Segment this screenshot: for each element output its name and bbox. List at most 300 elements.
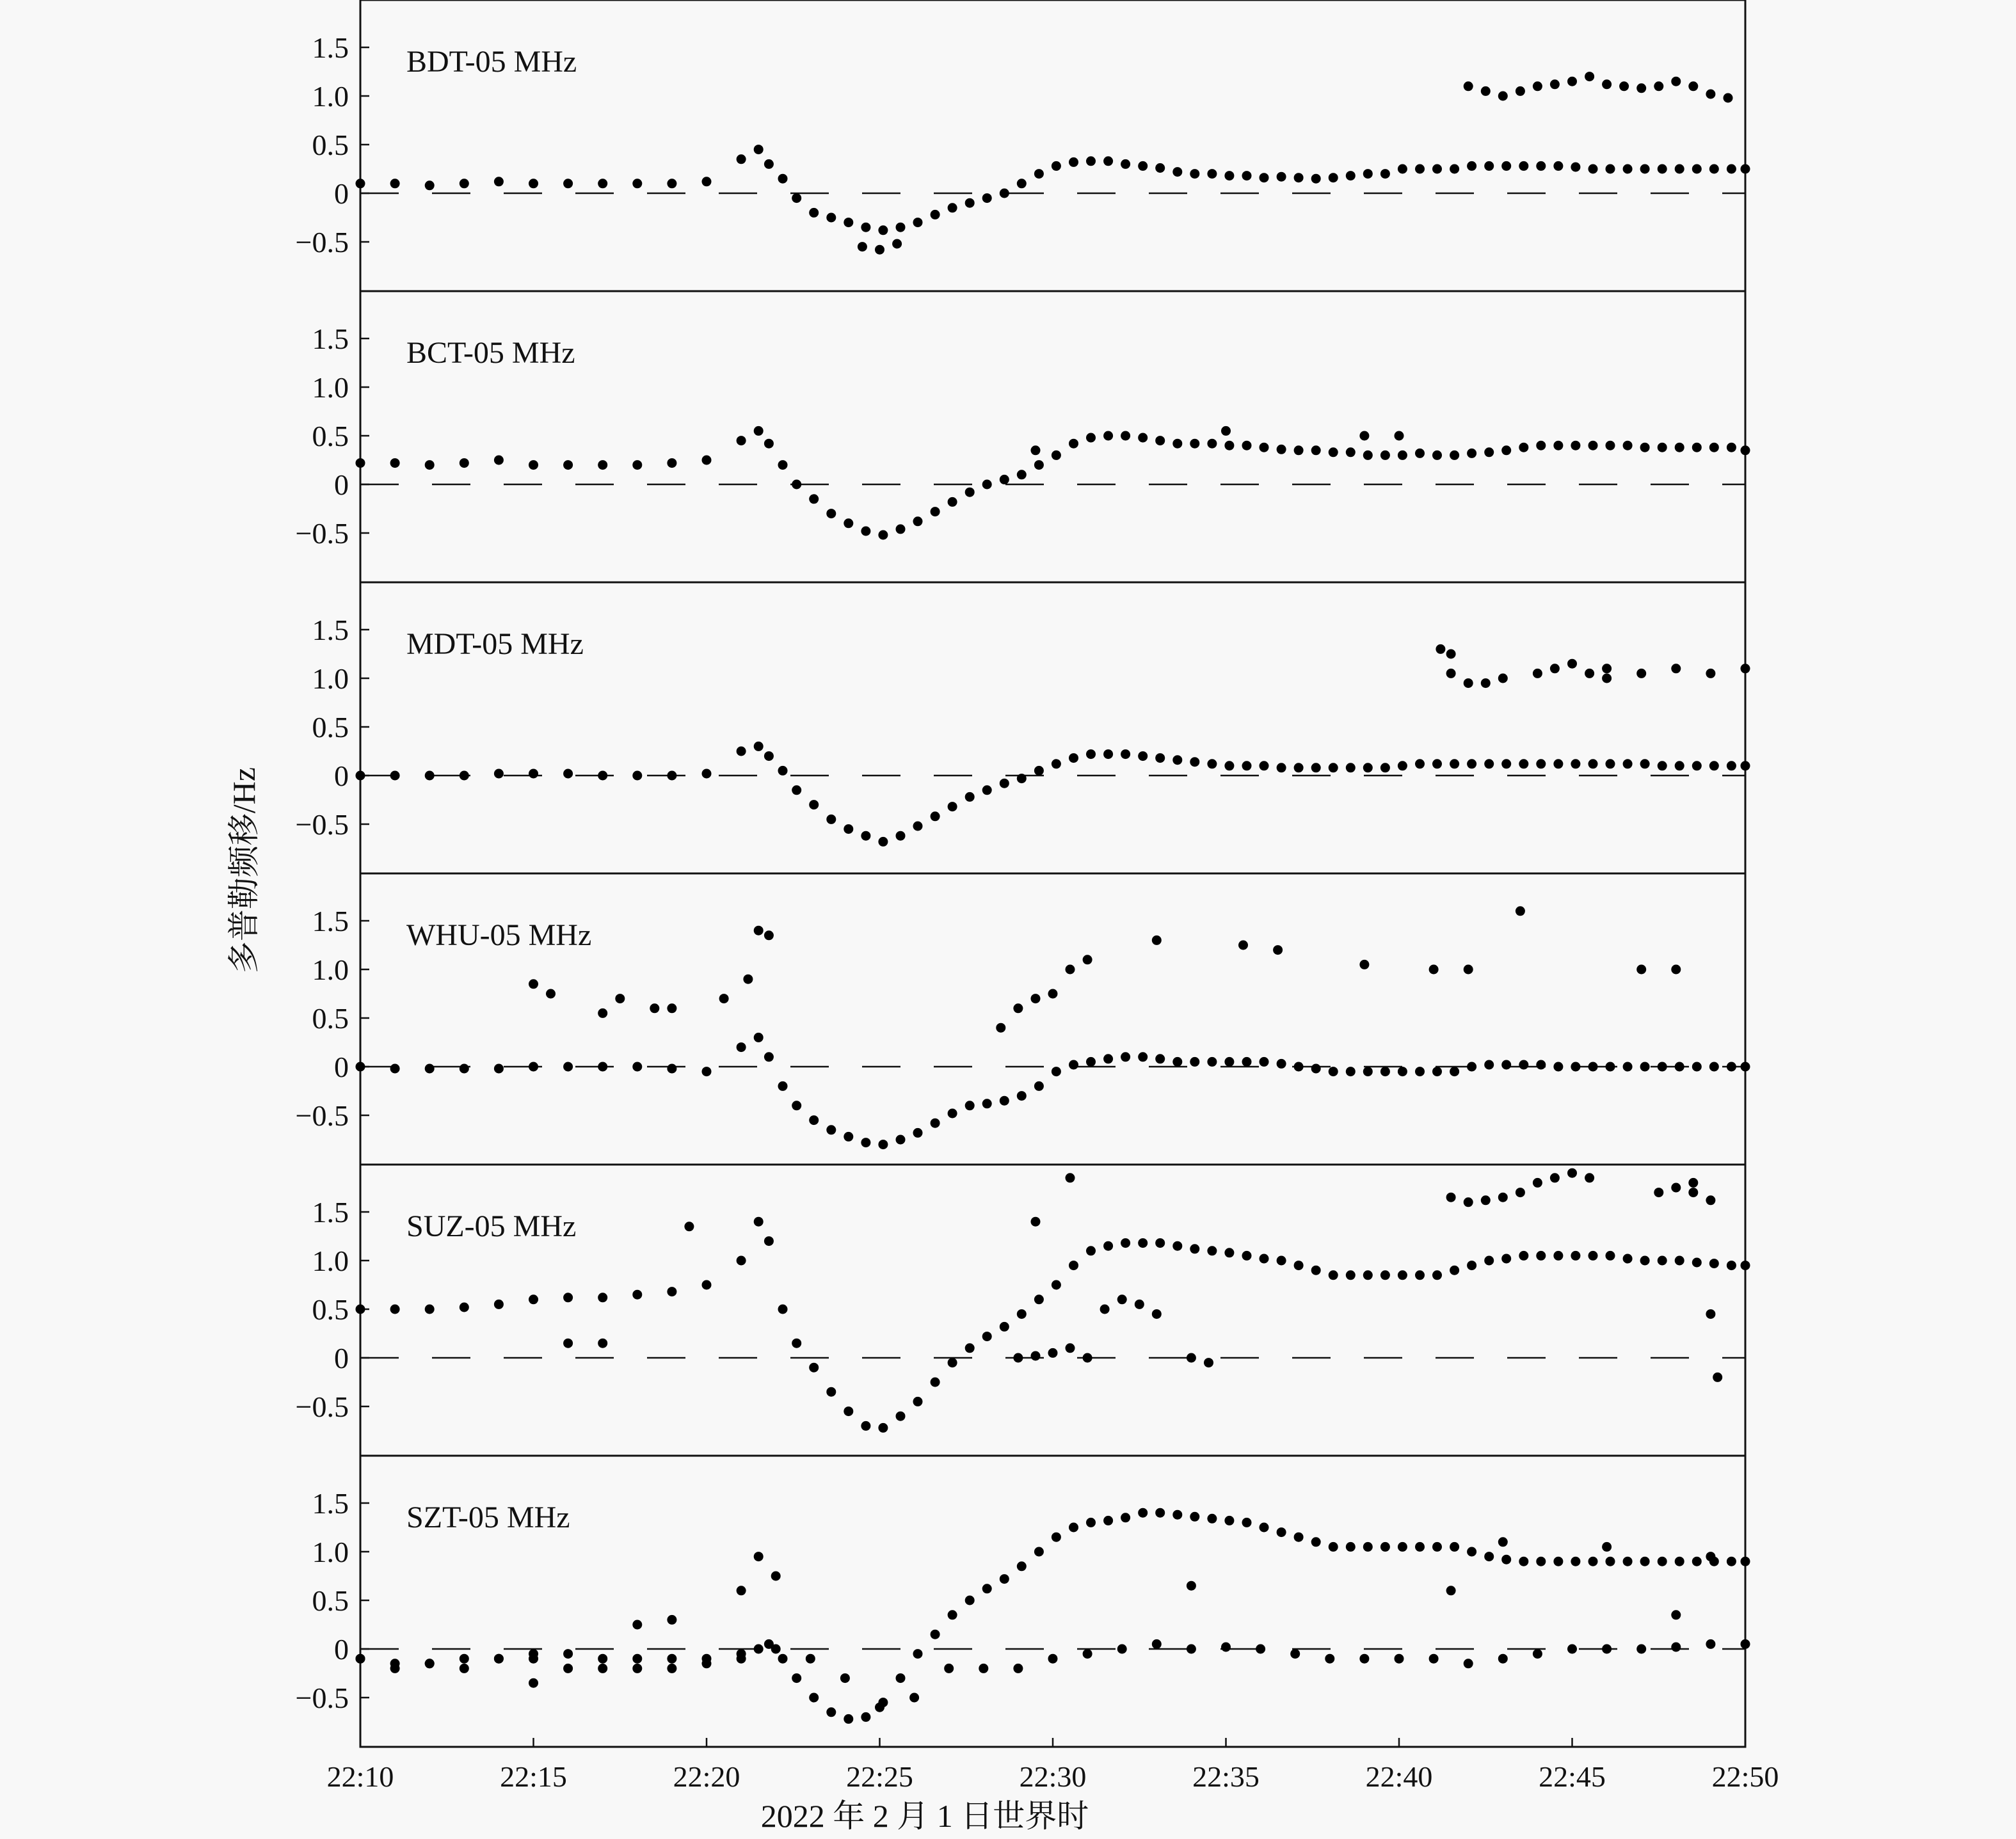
data-point: [1675, 1062, 1684, 1072]
data-point: [1155, 753, 1165, 763]
data-point: [702, 177, 712, 186]
data-point: [1207, 1246, 1217, 1255]
data-point: [1398, 164, 1407, 174]
data-point: [1709, 1259, 1719, 1268]
data-point: [563, 1649, 573, 1659]
data-point: [563, 1664, 573, 1673]
data-point: [667, 1003, 676, 1013]
data-point: [809, 208, 819, 218]
y-tick-label: −0.5: [295, 1390, 349, 1423]
data-point: [1432, 164, 1442, 174]
data-point: [1567, 659, 1577, 669]
data-point: [1363, 1270, 1373, 1280]
data-point: [1671, 1183, 1681, 1193]
data-point: [1017, 1309, 1027, 1319]
data-point: [1432, 450, 1442, 460]
data-point: [1675, 164, 1684, 174]
data-point: [1606, 759, 1615, 768]
data-point: [1709, 1062, 1719, 1072]
data-point: [875, 1703, 884, 1712]
data-point: [1654, 1188, 1663, 1197]
data-point: [1117, 1644, 1127, 1654]
data-point: [1277, 1256, 1286, 1266]
data-point: [632, 179, 642, 188]
data-point: [563, 769, 573, 779]
data-point: [1398, 450, 1407, 460]
data-point: [494, 1654, 504, 1664]
data-point: [844, 1714, 853, 1724]
data-point: [878, 225, 888, 235]
data-point: [1013, 1353, 1023, 1363]
data-point: [1103, 1241, 1113, 1251]
data-point: [737, 154, 746, 164]
data-point: [563, 1293, 573, 1302]
data-point: [598, 1339, 607, 1348]
data-point: [1380, 763, 1390, 772]
data-point: [809, 1693, 819, 1703]
data-point: [1706, 1639, 1715, 1649]
data-point: [1359, 960, 1369, 969]
data-point: [1623, 1062, 1633, 1072]
data-point: [598, 771, 607, 781]
y-tick-label: −0.5: [295, 517, 349, 550]
data-point: [1086, 1518, 1096, 1527]
data-point: [1464, 1659, 1473, 1668]
x-axis-title: 2022 年 2 月 1 日世界时: [760, 1798, 1089, 1834]
data-point: [764, 751, 774, 761]
data-point: [1034, 1294, 1044, 1304]
data-point: [460, 1664, 469, 1673]
data-point: [1675, 443, 1684, 452]
panel-frame: [360, 1165, 1745, 1456]
data-point: [1277, 445, 1286, 454]
data-point: [1640, 443, 1650, 452]
data-point: [1481, 86, 1491, 96]
panel-1: [296, 0, 1750, 291]
data-point: [702, 1067, 712, 1076]
y-tick-label: 1.0: [312, 80, 349, 113]
data-point: [809, 800, 819, 809]
data-point: [1553, 1557, 1563, 1566]
data-point: [1481, 678, 1491, 688]
data-point: [1069, 1523, 1078, 1532]
data-point: [737, 436, 746, 445]
data-point: [632, 460, 642, 470]
data-point: [1121, 159, 1130, 169]
data-point: [1432, 1067, 1442, 1076]
series-points: [356, 426, 1750, 540]
data-point: [1446, 1193, 1456, 1202]
data-point: [1741, 1639, 1750, 1649]
data-point: [913, 1649, 923, 1659]
data-point: [861, 1421, 870, 1431]
data-point: [1363, 169, 1373, 179]
data-point: [1224, 1248, 1234, 1257]
data-point: [356, 1654, 365, 1664]
data-point: [1190, 757, 1199, 767]
data-point: [667, 771, 676, 781]
data-point: [840, 1673, 850, 1683]
data-point: [1325, 1654, 1334, 1664]
data-point: [861, 831, 870, 841]
data-point: [1501, 1254, 1511, 1264]
data-point: [861, 527, 870, 536]
data-point: [1204, 1358, 1213, 1367]
data-point: [1706, 1552, 1715, 1561]
data-point: [1727, 164, 1736, 174]
data-point: [1415, 164, 1425, 174]
data-point: [896, 524, 906, 534]
data-point: [1415, 1270, 1425, 1280]
data-point: [1533, 669, 1542, 678]
data-point: [965, 1596, 975, 1605]
data-point: [1260, 1254, 1269, 1264]
data-point: [1277, 1527, 1286, 1537]
data-point: [356, 458, 365, 468]
data-point: [931, 507, 940, 516]
data-point: [1692, 1258, 1702, 1268]
data-point: [1052, 1532, 1061, 1542]
data-point: [948, 203, 957, 212]
data-point: [861, 1138, 870, 1147]
data-point: [1380, 450, 1390, 460]
data-point: [1242, 761, 1252, 770]
data-point: [1311, 763, 1321, 772]
data-point: [356, 771, 365, 781]
data-point: [754, 1217, 764, 1227]
data-point: [1571, 1557, 1580, 1566]
data-point: [1207, 759, 1217, 768]
data-point: [1606, 1251, 1615, 1261]
data-point: [1706, 669, 1715, 678]
data-point: [1395, 431, 1404, 441]
data-point: [460, 179, 469, 188]
data-point: [425, 1064, 435, 1074]
data-point: [1464, 678, 1473, 688]
data-point: [931, 811, 940, 821]
data-point: [844, 218, 853, 227]
y-tick-label: 0: [334, 760, 349, 792]
data-point: [1000, 1574, 1009, 1584]
data-point: [1260, 443, 1269, 452]
data-point: [1606, 1062, 1615, 1072]
data-point: [1464, 1197, 1473, 1207]
data-point: [1363, 763, 1373, 772]
data-point: [632, 1062, 642, 1072]
data-point: [667, 1664, 676, 1673]
y-tick-label: 1.0: [312, 1536, 349, 1568]
data-point: [1585, 669, 1594, 678]
data-point: [1138, 161, 1148, 171]
data-point: [1346, 447, 1356, 457]
data-point: [1000, 779, 1009, 788]
data-point: [1727, 443, 1736, 452]
data-point: [1550, 664, 1560, 673]
data-point: [1588, 1251, 1598, 1261]
data-point: [1588, 441, 1598, 450]
data-point: [1727, 1261, 1736, 1270]
data-point: [909, 1693, 919, 1703]
data-point: [1103, 1054, 1113, 1063]
data-point: [1066, 965, 1075, 975]
data-point: [1207, 1057, 1217, 1067]
data-point: [1553, 1062, 1563, 1072]
data-point: [965, 792, 975, 802]
data-point: [1242, 1057, 1252, 1067]
data-point: [632, 1654, 642, 1664]
data-point: [356, 179, 365, 188]
y-tick-label: 0.5: [312, 711, 349, 744]
data-point: [1692, 1557, 1702, 1566]
data-point: [1242, 171, 1252, 180]
data-point: [1086, 1246, 1096, 1255]
data-point: [858, 242, 867, 251]
x-tick-label: 22:30: [1019, 1760, 1087, 1793]
data-point: [1484, 1256, 1494, 1266]
data-point: [1501, 445, 1511, 455]
data-point: [1260, 1523, 1269, 1532]
data-point: [1436, 644, 1445, 654]
data-point: [1294, 445, 1304, 455]
data-point: [1498, 1193, 1508, 1202]
data-point: [1658, 761, 1667, 770]
data-point: [356, 1305, 365, 1314]
data-point: [1155, 1238, 1165, 1248]
data-point: [1363, 1067, 1373, 1076]
data-point: [1450, 164, 1459, 174]
data-point: [702, 456, 712, 465]
data-point: [1606, 164, 1615, 174]
data-point: [806, 1654, 815, 1664]
data-point: [878, 1140, 888, 1149]
data-point: [1329, 763, 1338, 772]
data-point: [996, 1023, 1005, 1033]
data-point: [754, 426, 764, 436]
data-point: [1550, 79, 1560, 89]
data-point: [1636, 83, 1646, 93]
data-point: [965, 1101, 975, 1110]
data-point: [1713, 1373, 1722, 1382]
data-point: [1415, 759, 1425, 768]
data-point: [1636, 1644, 1646, 1654]
data-point: [792, 193, 801, 203]
data-point: [1467, 759, 1476, 768]
data-point: [1553, 161, 1563, 171]
data-point: [1623, 441, 1633, 450]
data-point: [1640, 1256, 1650, 1266]
panel-frame: [360, 1456, 1745, 1747]
data-point: [1432, 759, 1442, 768]
data-point: [1155, 163, 1165, 173]
data-point: [1380, 1270, 1390, 1280]
data-point: [1017, 179, 1027, 188]
data-point: [1017, 774, 1027, 783]
data-point: [460, 1303, 469, 1312]
data-point: [1069, 1261, 1078, 1270]
data-point: [1450, 1542, 1459, 1552]
data-point: [1501, 161, 1511, 171]
x-tick-label: 22:10: [326, 1760, 394, 1793]
data-point: [1138, 751, 1148, 761]
data-point: [1484, 1060, 1494, 1070]
data-point: [1467, 1547, 1476, 1557]
data-point: [948, 1358, 957, 1367]
data-point: [1623, 1557, 1633, 1566]
data-point: [1052, 759, 1061, 768]
data-point: [1190, 439, 1199, 449]
data-point: [778, 766, 788, 776]
data-point: [1706, 1195, 1715, 1205]
data-point: [1048, 1654, 1058, 1664]
data-point: [1533, 1649, 1542, 1659]
data-point: [390, 458, 400, 468]
data-point: [1260, 1057, 1269, 1067]
data-point: [778, 1081, 788, 1091]
data-point: [1221, 426, 1231, 436]
data-point: [1619, 81, 1629, 91]
data-point: [948, 1610, 957, 1620]
y-tick-label: 1.0: [312, 662, 349, 695]
data-point: [965, 1343, 975, 1353]
data-point: [1017, 1091, 1027, 1101]
data-point: [1190, 1512, 1199, 1522]
y-tick-label: 0.5: [312, 129, 349, 161]
data-point: [1671, 664, 1681, 673]
data-point: [1000, 1096, 1009, 1106]
data-point: [1242, 1251, 1252, 1261]
data-point: [684, 1222, 694, 1231]
data-point: [1516, 906, 1525, 916]
data-point: [1602, 79, 1612, 89]
data-point: [598, 1293, 607, 1302]
panel-title: BDT-05 MHz: [406, 45, 577, 79]
data-point: [1380, 169, 1390, 179]
data-point: [896, 223, 906, 232]
data-point: [1048, 989, 1058, 999]
data-point: [598, 1654, 607, 1664]
data-point: [764, 1236, 774, 1246]
data-point: [1464, 965, 1473, 975]
data-point: [754, 926, 764, 935]
data-point: [1571, 1062, 1580, 1072]
data-point: [792, 1339, 801, 1348]
panel-2: [296, 291, 1750, 582]
data-point: [1242, 1518, 1252, 1527]
data-point: [1207, 169, 1217, 179]
data-point: [1260, 761, 1269, 770]
data-point: [982, 785, 992, 795]
data-point: [1432, 1542, 1442, 1552]
data-point: [1380, 1542, 1390, 1552]
data-point: [1172, 1510, 1182, 1520]
data-point: [754, 145, 764, 154]
data-point: [1688, 1178, 1698, 1188]
y-tick-label: 0: [334, 1051, 349, 1083]
data-point: [1536, 441, 1546, 450]
data-point: [965, 488, 975, 497]
data-point: [1498, 674, 1508, 683]
data-point: [1727, 1557, 1736, 1566]
panel-frame: [360, 873, 1745, 1165]
x-tick-label: 22:45: [1539, 1760, 1606, 1793]
data-point: [737, 1042, 746, 1052]
data-point: [1363, 1542, 1373, 1552]
data-point: [1083, 1353, 1092, 1363]
data-point: [1658, 443, 1667, 452]
panel-5: [296, 1165, 1750, 1456]
data-point: [764, 930, 774, 940]
data-point: [1567, 1168, 1577, 1178]
data-point: [1398, 1542, 1407, 1552]
panel-4: [296, 873, 1750, 1165]
data-point: [1277, 763, 1286, 772]
data-point: [1359, 1654, 1369, 1664]
data-point: [844, 518, 853, 528]
y-tick-label: 1.5: [312, 1196, 349, 1229]
data-point: [913, 822, 923, 831]
data-point: [1553, 441, 1563, 450]
data-point: [1000, 189, 1009, 198]
data-point: [1484, 759, 1494, 768]
data-point: [1329, 447, 1338, 457]
y-tick-label: 1.5: [312, 31, 349, 64]
data-point: [1103, 431, 1113, 441]
data-point: [896, 831, 906, 841]
data-point: [1031, 1351, 1041, 1361]
data-point: [1519, 1557, 1528, 1566]
data-point: [1706, 90, 1715, 99]
panel-frame: [360, 582, 1745, 873]
data-point: [1187, 1644, 1196, 1654]
data-point: [878, 530, 888, 540]
series-points: [356, 644, 1750, 847]
data-point: [1155, 1054, 1165, 1063]
data-point: [1086, 749, 1096, 759]
y-tick-label: −0.5: [295, 808, 349, 841]
data-point: [771, 1644, 781, 1654]
data-point: [632, 771, 642, 781]
data-point: [826, 213, 836, 223]
data-point: [667, 1615, 676, 1625]
data-point: [667, 179, 676, 188]
data-point: [1069, 1060, 1078, 1070]
data-point: [1450, 1266, 1459, 1275]
data-point: [1724, 93, 1733, 103]
data-point: [1172, 1241, 1182, 1251]
data-point: [1346, 763, 1356, 772]
data-point: [529, 1678, 538, 1688]
data-point: [1052, 1280, 1061, 1290]
data-point: [778, 1654, 788, 1664]
data-point: [1467, 449, 1476, 458]
data-point: [667, 458, 676, 468]
x-tick-label: 22:25: [846, 1760, 913, 1793]
data-point: [1172, 167, 1182, 177]
data-point: [771, 1572, 781, 1581]
data-point: [1501, 1060, 1511, 1070]
data-point: [809, 1363, 819, 1373]
data-point: [1172, 439, 1182, 449]
data-point: [1155, 436, 1165, 445]
data-point: [875, 245, 884, 255]
data-point: [1658, 164, 1667, 174]
data-point: [1671, 965, 1681, 975]
data-point: [826, 509, 836, 518]
data-point: [494, 769, 504, 779]
data-point: [1501, 1555, 1511, 1564]
data-point: [1277, 1059, 1286, 1069]
data-point: [1481, 1195, 1491, 1205]
